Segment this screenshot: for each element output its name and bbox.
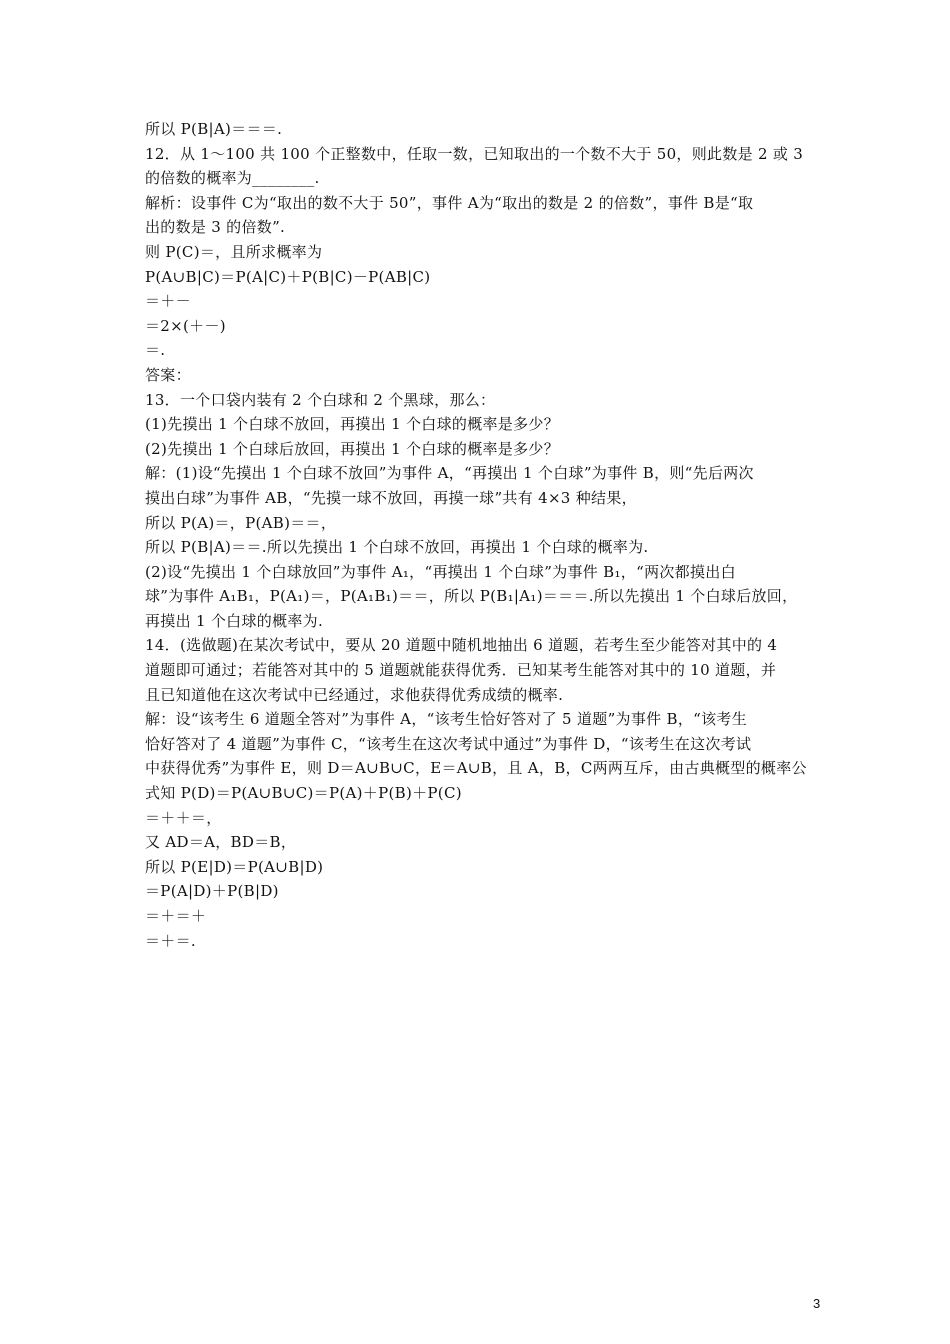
text-line: 再摸出 1 个白球的概率为. <box>145 611 324 630</box>
text-line: (1)先摸出 1 个白球不放回，再摸出 1 个白球的概率是多少？ <box>145 415 560 434</box>
text-line: 摸出白球”为事件 AB，“先摸一球不放回，再摸一球”共有 4×3 种结果， <box>145 488 637 507</box>
text-line: 所以 P(B|A)＝＝.所以先摸出 1 个白球不放回，再摸出 1 个白球的概率为. <box>145 538 649 557</box>
formula-line: ＝＋＋＝， <box>145 808 222 827</box>
text-line: 解：设“该考生 6 道题全答对”为事件 A，“该考生恰好答对了 5 道题”为事件 B，“该考生 <box>145 710 747 729</box>
text-line: 则 P(C)＝，且所求概率为 <box>145 242 323 261</box>
text-line: 所以 P(A)＝，P(AB)＝＝， <box>145 513 337 532</box>
text-line: 道题即可通过；若能答对其中的 5 道题就能获得优秀．已知某考生能答对其中的 10 道题，并 <box>145 661 777 680</box>
text-line: 出的数是 3 的倍数”. <box>145 218 286 237</box>
text-line: 球”为事件 A₁B₁，P(A₁)＝，P(A₁B₁)＝＝，所以 P(B₁|A₁)＝＝＝.所以先摸出 1 个白球后放回， <box>145 587 798 606</box>
formula-line: ＝. <box>145 341 166 360</box>
formula-line: 所以 P(E|D)＝P(A∪B|D) <box>145 857 324 876</box>
formula-line: ＝＋＝. <box>145 931 196 950</box>
document-body <box>145 117 825 953</box>
text-line: 且已知道他在这次考试中已经通过，求他获得优秀成绩的概率. <box>145 685 564 704</box>
page-number: 3 <box>813 1296 821 1311</box>
answer-label: 答案： <box>145 365 191 384</box>
text-line: 所以 P(B|A)＝＝＝. <box>145 120 283 138</box>
text-line: 恰好答对了 4 道题”为事件 C，“该考生在这次考试中通过”为事件 D，“该考生在这次考试 <box>145 734 752 753</box>
formula-line: 又 AD＝A，BD＝B， <box>145 833 297 852</box>
formula-line: ＝＋＝＋ <box>145 907 207 925</box>
text-line: (2)先摸出 1 个白球后放回，再摸出 1 个白球的概率是多少？ <box>145 439 560 458</box>
problem-14-line: 14．(选做题)在某次考试中，要从 20 道题中随机地抽出 6 道题，若考生至少能答对其中的 4 <box>145 636 778 655</box>
problem-13-line: 13．一个口袋内装有 2 个白球和 2 个黑球，那么： <box>145 390 496 409</box>
formula-line: ＝P(A|D)＋P(B|D) <box>145 882 279 901</box>
text-line: 解：(1)设“先摸出 1 个白球不放回”为事件 A，“再摸出 1 个白球”为事件 B，则“先后两次 <box>145 464 754 483</box>
text-line: 解析：设事件 C为“取出的数不大于 50”，事件 A为“取出的数是 2 的倍数”，事件 B是“取 <box>145 193 754 212</box>
text-line: 式知 P(D)＝P(A∪B∪C)＝P(A)＋P(B)＋P(C) <box>145 784 462 803</box>
formula-line: ＝＋－ <box>145 292 191 311</box>
problem-12-line: 12．从 1～100 共 100 个正整数中，任取一数，已知取出的一个数不大于 50，则此数是 2 或 3 <box>145 144 804 163</box>
text-line: (2)设“先摸出 1 个白球放回”为事件 A₁，“再摸出 1 个白球”为事件 B₁，“两次都摸出白 <box>145 562 736 581</box>
text-line: 的倍数的概率为________. <box>145 169 320 188</box>
formula-line: ＝2×(＋－) <box>145 316 226 335</box>
text-line: 中获得优秀”为事件 E，则 D＝A∪B∪C，E＝A∪B，且 A，B，C两两互斥，由古典概型的概率公 <box>145 759 807 778</box>
formula-line: P(A∪B|C)＝P(A|C)＋P(B|C)－P(AB|C) <box>145 267 431 286</box>
